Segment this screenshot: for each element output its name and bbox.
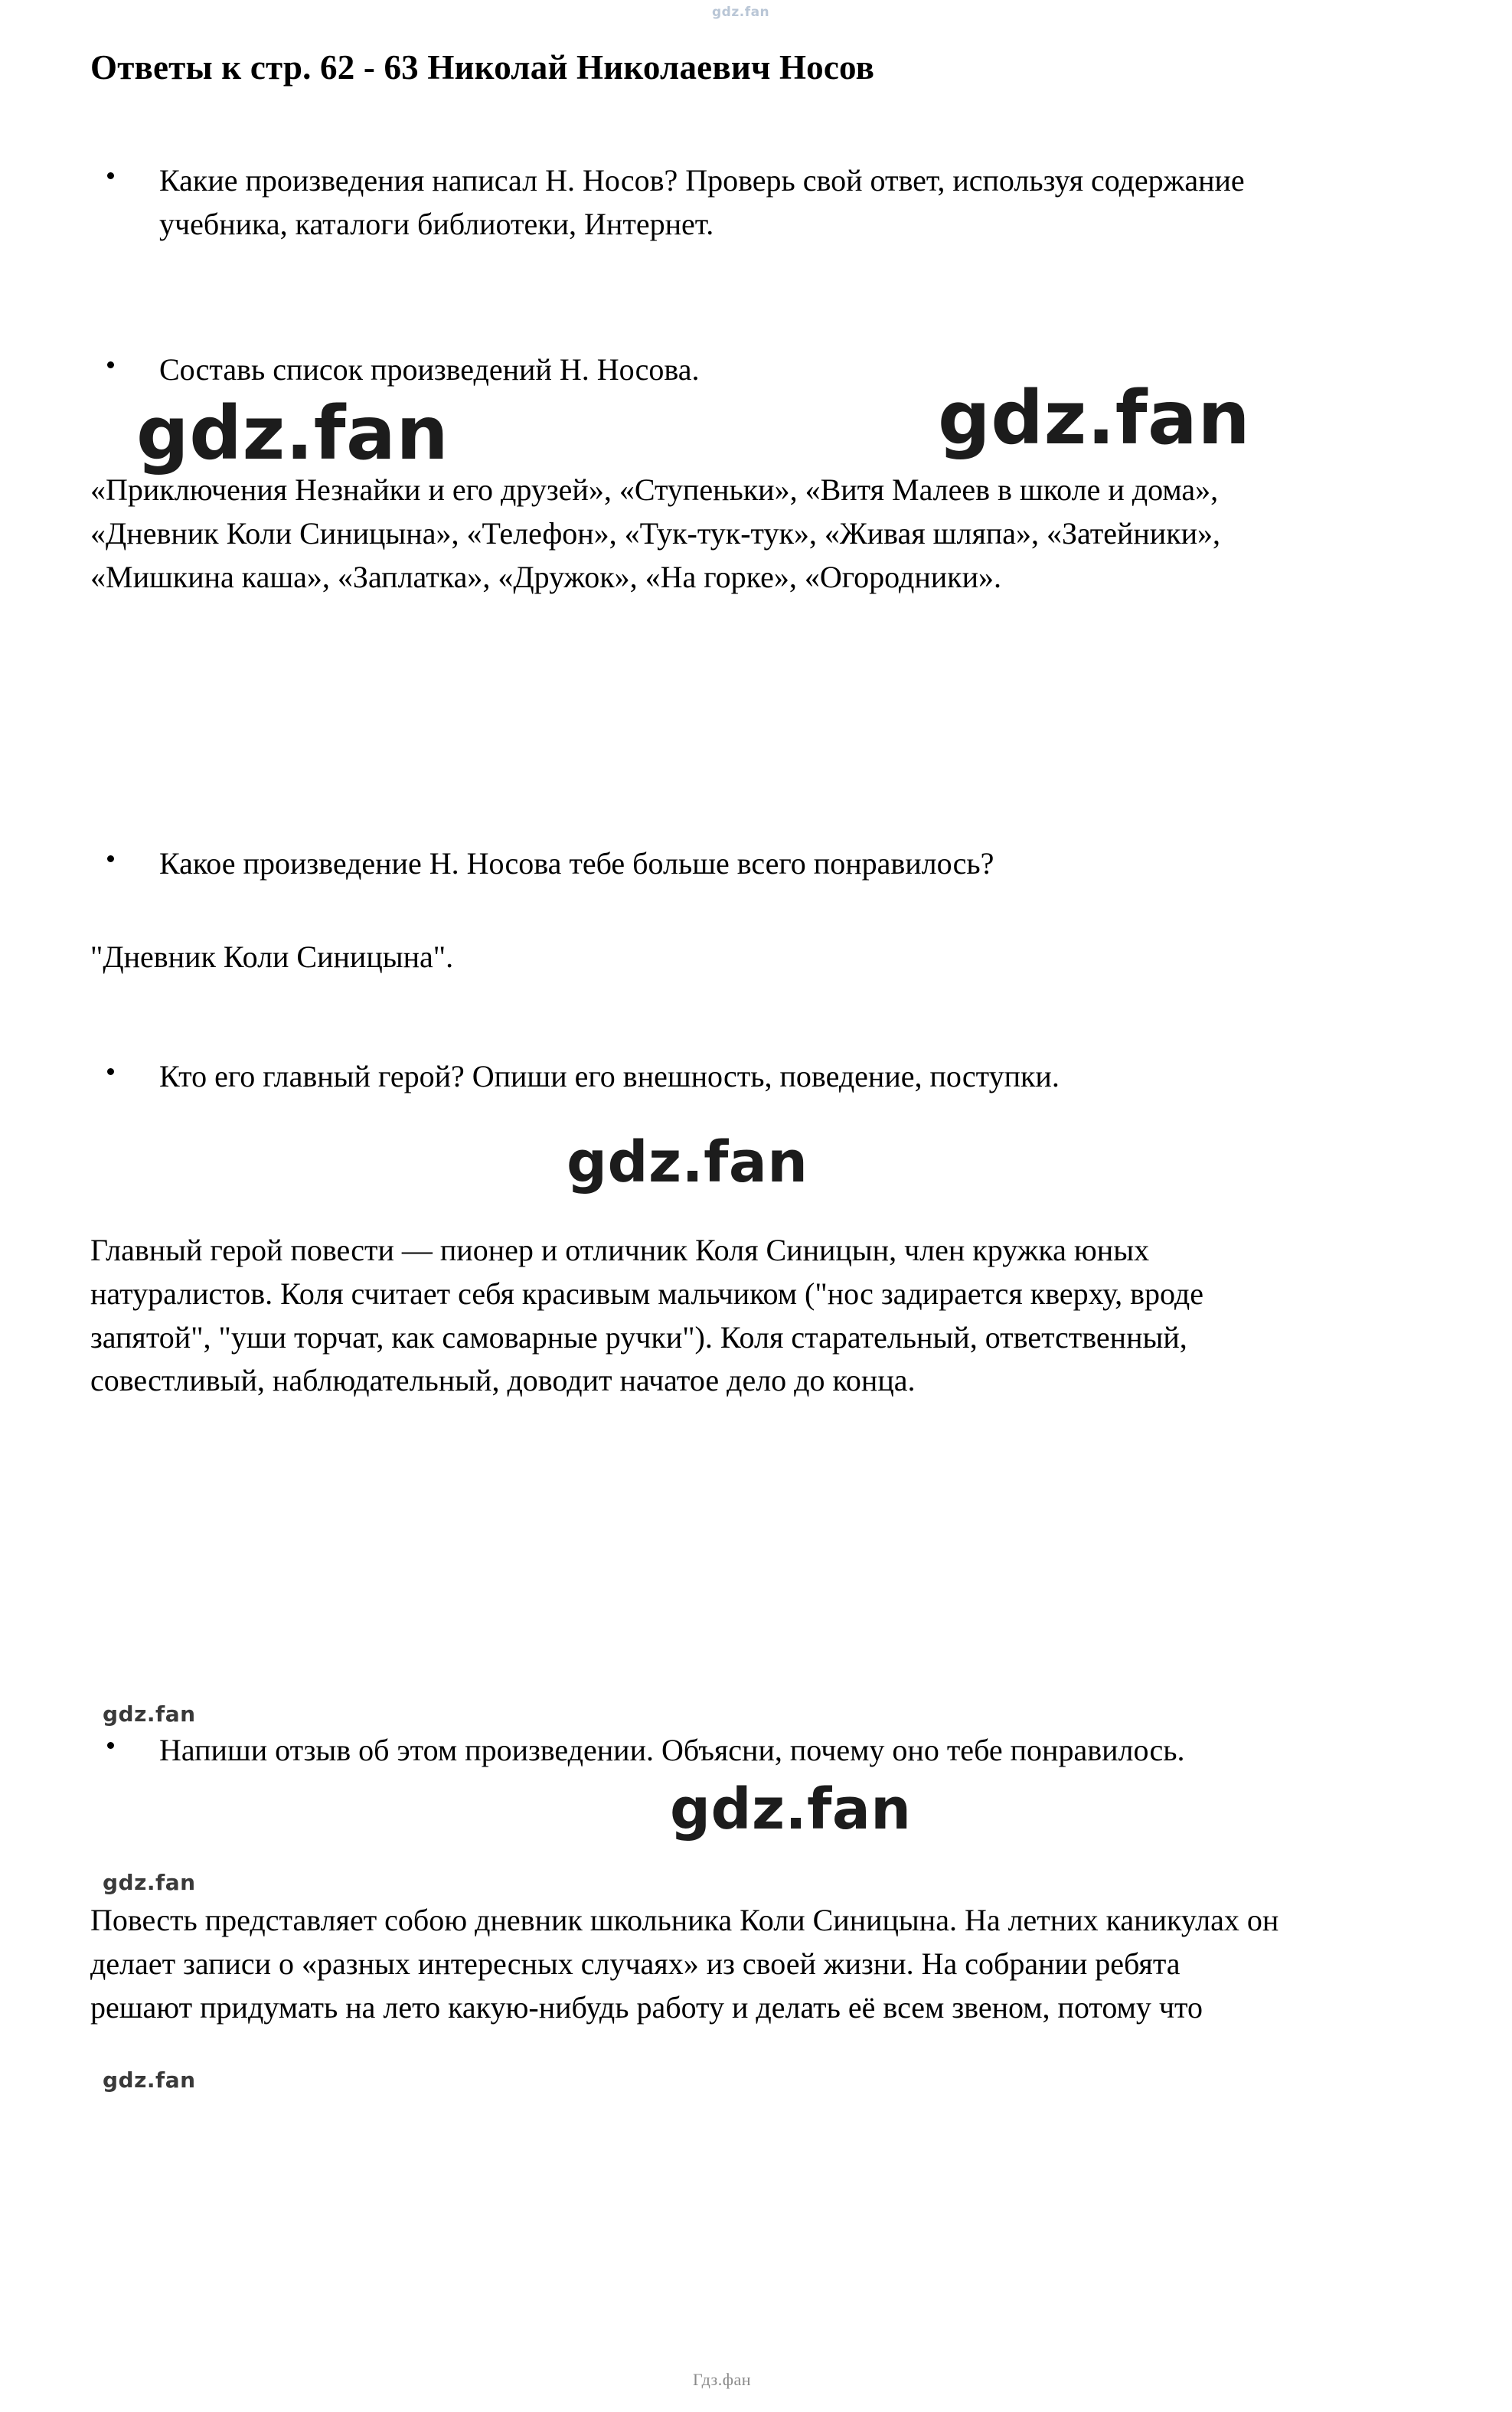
question-text-1: [159, 159, 1409, 247]
question-line: Составь список произведений Н. Носова.: [159, 352, 700, 387]
answer-line: «Дневник Коли Синицына», «Телефон», «Тук-тук-тук», «Живая шляпа», «Затейники»,: [90, 515, 1221, 551]
answer-text-2: [90, 469, 1438, 599]
question-item-1: [107, 159, 1409, 247]
question-line: Какие произведения написал Н. Носов? Проверь свой ответ, используя содержание: [159, 163, 1245, 198]
answer-line: натуралистов. Коля считает себя красивым мальчиком ("нос задирается кверху, вроде: [90, 1276, 1203, 1311]
question-item-5: [107, 1729, 1409, 1773]
watermark-big-right: gdz.fan: [938, 375, 1251, 461]
bullet-dot-icon: [107, 1742, 114, 1749]
watermark-top: gdz.fan: [712, 5, 770, 20]
answer-line: «Приключения Незнайки и его друзей», «Ступеньки», «Витя Малеев в школе и дома»,: [90, 472, 1219, 507]
watermark-small-1: gdz.fan: [103, 1701, 196, 1727]
bullet-dot-icon: [107, 855, 114, 862]
answer-text-4: [90, 1229, 1438, 1403]
watermark-mid-lower: gdz.fan: [670, 1776, 912, 1842]
question-line: Какое произведение Н. Носова тебе больше всего понравилось?: [159, 846, 994, 881]
question-line: учебника, каталоги библиотеки, Интернет.: [159, 206, 714, 241]
question-line: Кто его главный герой? Опиши его внешность, поведение, поступки.: [159, 1059, 1060, 1093]
answer-text-3: [90, 936, 1438, 979]
answer-line: "Дневник Коли Синицына".: [90, 940, 454, 974]
bullet-dot-icon: [107, 172, 114, 179]
question-text-5: [159, 1729, 1409, 1773]
answer-line: Главный герой повести — пионер и отличник Коля Синицын, член кружка юных: [90, 1233, 1150, 1267]
question-line: Напиши отзыв об этом произведении. Объясни, почему оно тебе понравилось.: [159, 1733, 1185, 1767]
question-text-3: [159, 842, 1409, 886]
bullet-dot-icon: [107, 361, 114, 368]
answer-text-5: [90, 1899, 1438, 2029]
watermark-small-2: gdz.fan: [103, 1870, 196, 1895]
watermark-big-left: gdz.fan: [136, 391, 449, 476]
bullet-dot-icon: [107, 1068, 114, 1075]
answer-line: совестливый, наблюдательный, доводит начатое дело до конца.: [90, 1363, 916, 1398]
question-item-2: [107, 348, 1409, 392]
answer-line: «Мишкина каша», «Заплатка», «Дружок», «На горке», «Огородники».: [90, 559, 1002, 594]
watermark-mid-center: gdz.fan: [567, 1129, 808, 1195]
answer-line: делает записи о «разных интересных случаях» из своей жизни. На собрании ребята: [90, 1946, 1181, 1981]
page-title: Ответы к стр. 62 - 63 Николай Николаевич Носов: [90, 48, 875, 87]
answer-line: решают придумать на лето какую-нибудь работу и делать её всем звеном, потому что: [90, 1989, 1203, 2025]
answer-line: запятой", "уши торчат, как самоварные ручки"). Коля старательный, ответственный,: [90, 1319, 1187, 1355]
watermark-footer: Гдз.фан: [693, 2370, 752, 2389]
question-text-4: [159, 1055, 1409, 1099]
watermark-small-3: gdz.fan: [103, 2067, 196, 2093]
question-text-2: [159, 348, 1409, 392]
answer-line: Повесть представляет собою дневник школьника Коли Синицына. На летних каникулах он: [90, 1903, 1279, 1937]
question-item-4: [107, 1055, 1409, 1099]
question-item-3: [107, 842, 1409, 886]
